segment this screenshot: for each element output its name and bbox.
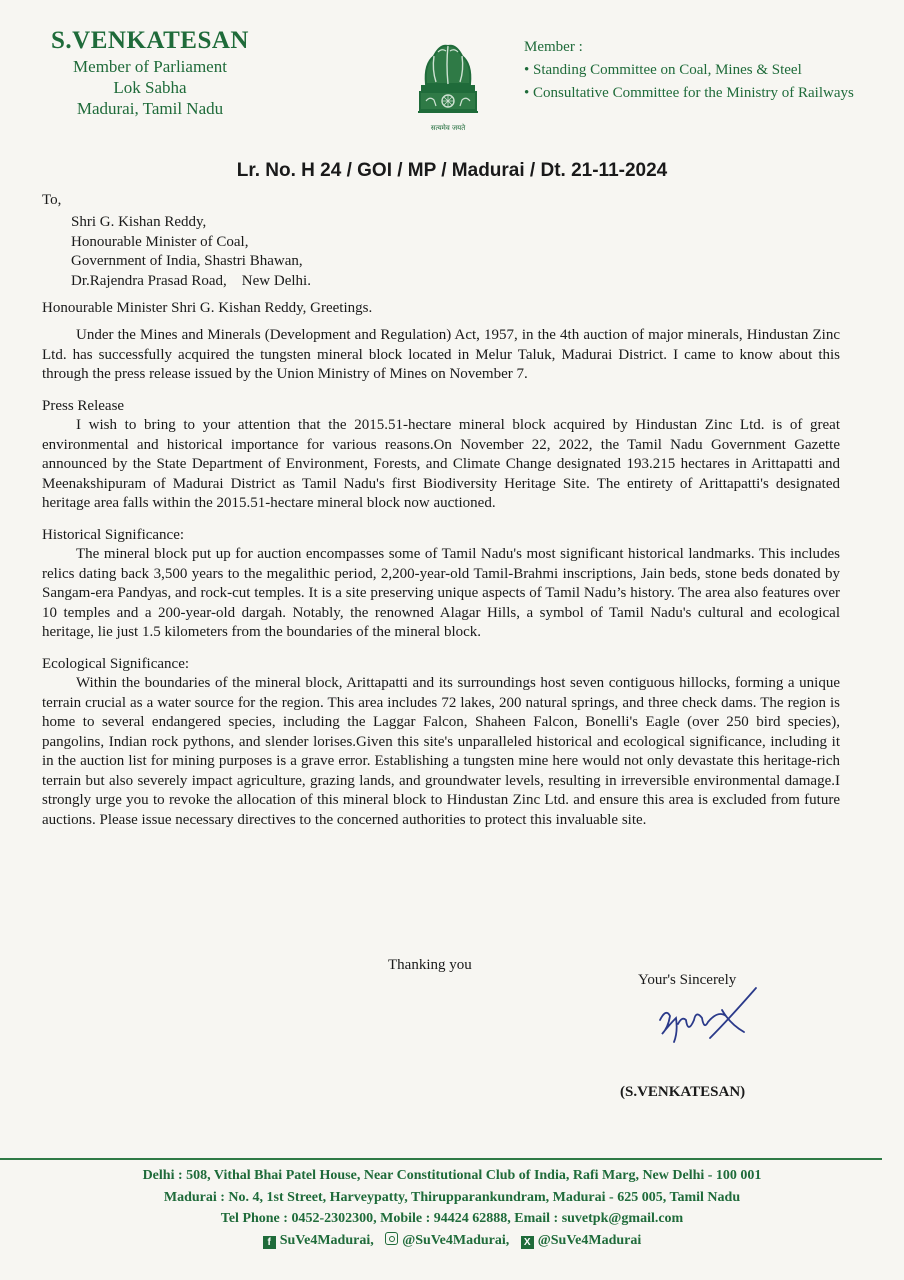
thanking-you: Thanking you bbox=[388, 957, 472, 973]
recipient-line-3: Government of India, Shastri Bhawan, bbox=[71, 253, 303, 269]
emblem-motto: सत्यमेव जयते bbox=[430, 124, 466, 132]
press-release-heading: Press Release bbox=[42, 397, 125, 414]
yours-sincerely: Your's Sincerely bbox=[638, 972, 737, 988]
handwritten-signature bbox=[648, 980, 758, 1060]
letter-body bbox=[42, 326, 840, 830]
intro-paragraph: Under the Mines and Minerals (Development and Regulation) Act, 1957, in the 4th auction of major minerals, Hindustan Zinc Ltd. has successfully acquired the tungsten mineral block located in Melur Taluk, Madurai District. I came to know about this through the press release issued by the Union Ministry of Mines on November 7. bbox=[42, 327, 840, 382]
sender-title-2: Lok Sabha bbox=[113, 78, 187, 97]
footer-madurai-address: Madurai : No. 4, 1st Street, Harveypatty, Thirupparankundram, Madurai - 625 005, Tamil Nadu bbox=[163, 1189, 741, 1205]
ecological-heading: Ecological Significance: bbox=[42, 655, 190, 672]
social-instagram-handle: @SuVe4Madurai, bbox=[402, 1232, 510, 1248]
committee-label-1: Standing Committee on Coal, Mines & Steel bbox=[533, 62, 802, 78]
social-facebook-handle: SuVe4Madurai, bbox=[279, 1232, 374, 1248]
recipient-line-4: Dr.Rajendra Prasad Road, New Delhi. bbox=[71, 272, 311, 289]
historical-paragraph: The mineral block put up for auction encompasses some of Tamil Nadu's most significant historical landmarks. This includes relics dating back 3,500 years to the megalithic period, 2,200-year-old Tamil-Brahmi inscriptions, Jain beds, stone beds donated by Sangam-era Pandyas, and rock-cut temples. It is a site preserving unique aspects of Tamil Nadu’s history. The area also features over 10 temples and a 200-year-old dargah. Notably, the renowned Alagar Hills, a symbol of Tamil Nadu's cultural and ecological heritage, lie just 1.5 kilometers from the boundaries of the mineral block. bbox=[42, 546, 840, 640]
footer-delhi-address: Delhi : 508, Vithal Bhai Patel House, Near Constitutional Club of India, Rafi Marg, New Delhi - 100 001 bbox=[142, 1168, 762, 1183]
social-x-handle: @SuVe4Madurai bbox=[537, 1232, 642, 1248]
ecological-paragraph: Within the boundaries of the mineral block, Arittapatti and its surroundings host seven contiguous hillocks, forming a unique terrain crucial as a water source for the region. This area includes 72 lakes, 200 natural springs, and three check dams. The region is home to several endangered species, including the Laggar Falcon, Shaheen Falcon, Bonelli's Eagle (over 250 bird species), pangolins, Indian rock pythons, and slender lorises.Given this site's unparalleled historical and ecological significance, including it in the auction list for mining purposes is a grave error. Establishing a tungsten mine here would not only devastate this heritage-rich terrain but also severely impact agriculture, grazing lands, and groundwater levels, resulting in irreversible environmental damage.I strongly urge you to revoke the allocation of this mineral block to Hindustan Zinc Ltd. and ensure this area is excluded from future auctions. Please issue necessary directives to the concerned authorities to protect this invaluable site. bbox=[42, 675, 840, 828]
sender-name: S.VENKATESAN bbox=[51, 27, 249, 54]
facebook-icon: f bbox=[263, 1236, 276, 1249]
footer-phone: Tel Phone : 0452-2302300, Mobile : 94424 62888, Email : suvetpk@gmail.com bbox=[220, 1211, 684, 1226]
member-label: Member : bbox=[524, 39, 583, 55]
sender-title-1: Member of Parliament bbox=[73, 57, 227, 76]
committee-item-1: • Standing Committee on Coal, Mines & Steel bbox=[524, 62, 802, 78]
recipient-address bbox=[71, 213, 311, 291]
sender-title-3: Madurai, Tamil Nadu bbox=[76, 99, 224, 118]
instagram-icon bbox=[385, 1232, 398, 1245]
national-emblem-icon bbox=[412, 34, 484, 138]
letter-reference: Lr. No. H 24 / GOI / MP / Madurai / Dt. 21-11-2024 bbox=[236, 160, 668, 181]
x-twitter-icon: X bbox=[521, 1236, 534, 1249]
committee-item-2: • Consultative Committee for the Ministry of Railways bbox=[524, 85, 854, 101]
signer-name: (S.VENKATESAN) bbox=[620, 1084, 746, 1100]
salutation: Honourable Minister Shri G. Kishan Reddy, Greetings. bbox=[42, 300, 373, 316]
recipient-line-1: Shri G. Kishan Reddy, bbox=[71, 214, 207, 230]
letterhead-memberships bbox=[524, 36, 884, 105]
letterhead-sender bbox=[40, 26, 260, 119]
footer-social bbox=[0, 1230, 904, 1252]
committee-label-2: Consultative Committee for the Ministry of Railways bbox=[533, 85, 854, 101]
historical-heading: Historical Significance: bbox=[42, 526, 185, 543]
to-label: To, bbox=[42, 192, 62, 208]
recipient-line-2: Honourable Minister of Coal, bbox=[71, 233, 249, 250]
letterhead-footer bbox=[0, 1165, 904, 1251]
footer-divider bbox=[0, 1158, 882, 1160]
press-release-paragraph: I wish to bring to your attention that the 2015.51-hectare mineral block acquired by Hindustan Zinc Ltd. is of great environmental and historical importance for various reasons.On November 22, 2022, the Tamil Nadu Government Gazette announced by the State Department of Environment, Forests, and Climate Change designated 193.215 hectares in Arittapatti and Meenakshipuram of Madurai District as Tamil Nadu's first Biodiversity Heritage Site. The entirety of Arittapatti's designated heritage area falls within the 2015.51-hectare mineral block now auctioned. bbox=[42, 417, 840, 511]
